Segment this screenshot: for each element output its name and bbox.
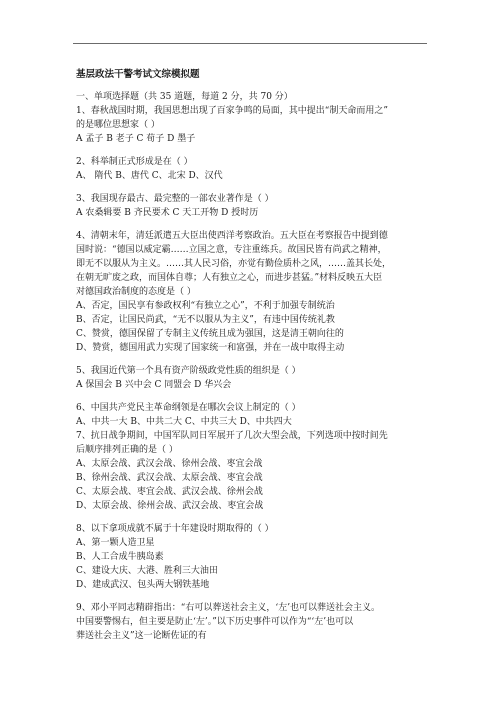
question-block [76, 229, 428, 355]
question-block [76, 601, 428, 643]
question-list [76, 104, 428, 643]
question-line: A、中共一大 B、中共二大 C、中共三大 D、中共四大 [76, 417, 292, 427]
question-line: A 孟子 B 老子 C 荀子 D 墨子 [76, 134, 196, 144]
question-line: 1、春秋战国时期，我国思想出现了百家争鸣的局面，其中提出“制天命而用之” [76, 106, 388, 116]
question-line: 2、科举制正式形成是在（ ） [76, 157, 193, 167]
question-line: C、太原会战、枣宜会战、武汉会战、徐州会战 [76, 487, 263, 497]
question-line: D、建成武汉、包头两大钢铁基地 [76, 580, 210, 590]
document-page [76, 68, 428, 652]
question-line: 7、抗日战争期间，中国军队同日军展开了几次大型会战，下列选项中按时间先 [76, 431, 388, 441]
question-line: 的是哪位思想家（ ） [76, 120, 160, 130]
question-line: 5、我国近代第一个具有资产阶级政党性质的组织是（ ） [76, 366, 301, 376]
question-line: 3、我国现存最古、最完整的一部农业著作是（ ） [76, 194, 274, 204]
question-line: 对德国政治制度的态度是（ ） [76, 287, 196, 297]
question-line: B、徐州会战、武汉会战、太原会战、枣宜会战 [76, 473, 263, 483]
question-line: B、否定，让国民尚武，“无不以服从为主义”，有违中国传统礼教 [76, 315, 335, 325]
question-line: A、 隋代 B、唐代 C、北宋 D、汉代 [76, 171, 223, 181]
question-line: 即无不以服从为主义。……其人民习俗，亦觉有勤俭质朴之风，……盖其长处， [76, 259, 392, 269]
question-line: C、建设大庆、大港、胜利三大油田 [76, 566, 218, 576]
question-line: 后顺序排列正确的是（ ） [76, 445, 178, 455]
question-line: 6、中国共产党民主革命纲领是在哪次会议上制定的（ ） [76, 403, 301, 413]
question-line: D、太原会战、徐州会战、武汉会战、枣宜会战 [76, 501, 264, 511]
question-line: A、太原会战、武汉会战、徐州会战、枣宜会战 [76, 459, 263, 469]
question-line: A 农桑辑要 B 齐民要术 C 天工开物 D 授时历 [76, 208, 259, 218]
question-line: 9、邓小平同志精辟指出：“右可以葬送社会主义，‘左’也可以葬送社会主义。 [76, 603, 381, 613]
question-line: A、第一颗人造卫星 [76, 538, 155, 548]
document-title: 基层政法干警考试文综模拟题 [76, 69, 200, 80]
question-block [76, 155, 428, 183]
question-block [76, 401, 428, 513]
question-block [76, 192, 428, 220]
question-line: 中国要警惕右，但主要是防止‘左’。”以下历史事件可以作为“‘左’也可以 [76, 617, 354, 627]
question-line: 葬送社会主义”这一论断佐证的有 [76, 631, 207, 641]
question-line: D、赞赏，德国用武力实现了国家统一和富强，并在一战中取得主动 [76, 343, 345, 353]
section-header: 一、单项选择题（共 35 道题，每道 2 分，共 70 分） [76, 92, 293, 102]
question-line: 8、以下拿项成就不属于十年建设时期取得的（ ） [76, 524, 274, 534]
question-line: 4、清朝末年，清廷派遣五大臣出使西洋考察政治。五大臣在考察报告中提到德 [76, 231, 388, 241]
question-line: A、否定，国民享有参政权利“有独立之心”，不利于加强专制统治 [76, 301, 335, 311]
question-line: 国时说：“德国以威定霸……立国之意，专注重练兵。故国民皆有尚武之精神， [76, 245, 387, 255]
question-line: 在朝无旷废之政，而国体自尊；人有独立之心，而进步甚猛。”材料反映五大臣 [76, 273, 383, 283]
top-rule [73, 43, 427, 44]
question-block [76, 104, 428, 146]
question-line: A 保国会 B 兴中会 C 同盟会 D 华兴会 [76, 380, 232, 390]
question-line: B、人工合成牛胰岛素 [76, 552, 164, 562]
question-line: C、赞赏，德国保留了专制主义传统且成为强国，这是清王朝向往的 [76, 329, 344, 339]
question-block [76, 522, 428, 592]
question-block [76, 364, 428, 392]
